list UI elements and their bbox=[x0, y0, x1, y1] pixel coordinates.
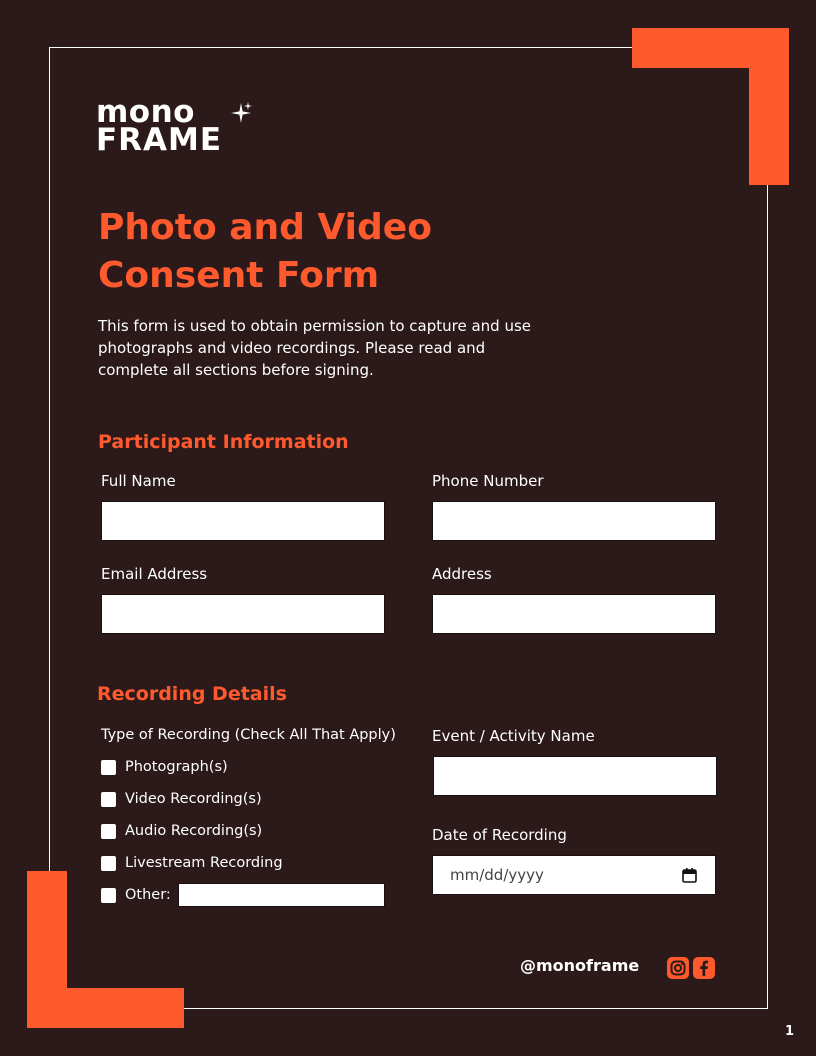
social-handle: @monoframe bbox=[520, 956, 640, 975]
checkbox[interactable] bbox=[101, 888, 116, 903]
logo-line-1: mono bbox=[96, 94, 195, 130]
checkbox[interactable] bbox=[101, 824, 116, 839]
option-photographs[interactable] bbox=[101, 758, 228, 776]
event-label: Event / Activity Name bbox=[432, 727, 595, 745]
phone-label: Phone Number bbox=[432, 472, 544, 490]
option-livestream[interactable] bbox=[101, 854, 283, 872]
title-line-2: Consent Form bbox=[98, 255, 380, 296]
participant-heading: Participant Information bbox=[98, 431, 349, 453]
corner-accent-bottom-left-horizontal bbox=[27, 988, 184, 1028]
recording-type-label: Type of Recording (Check All That Apply) bbox=[101, 727, 396, 743]
intro-text: This form is used to obtain permission to capture and use photographs and video recordings. Please read and complete all sections before signing. bbox=[98, 317, 532, 379]
date-placeholder: mm/dd/yyyy bbox=[450, 866, 544, 884]
date-input[interactable] bbox=[432, 855, 716, 895]
phone-field[interactable] bbox=[432, 501, 716, 541]
option-label: Livestream Recording bbox=[125, 855, 283, 871]
address-field[interactable] bbox=[432, 594, 716, 634]
corner-accent-top-right-vertical bbox=[749, 28, 789, 185]
option-label: Video Recording(s) bbox=[125, 791, 262, 807]
page-title bbox=[98, 204, 598, 300]
full-name-field[interactable] bbox=[101, 501, 385, 541]
option-audio[interactable] bbox=[101, 822, 262, 840]
recording-heading: Recording Details bbox=[97, 683, 287, 705]
logo bbox=[96, 94, 266, 158]
checkbox[interactable] bbox=[101, 760, 116, 775]
option-label: Photograph(s) bbox=[125, 759, 228, 775]
address-label: Address bbox=[432, 565, 492, 583]
option-label: Other: bbox=[125, 887, 171, 903]
checkbox[interactable] bbox=[101, 856, 116, 871]
event-field[interactable] bbox=[433, 756, 717, 796]
page-number: 1 bbox=[785, 1024, 795, 1039]
calendar-icon[interactable] bbox=[682, 868, 697, 883]
other-input[interactable] bbox=[178, 883, 385, 907]
email-field[interactable] bbox=[101, 594, 385, 634]
date-label: Date of Recording bbox=[432, 826, 567, 844]
checkbox[interactable] bbox=[101, 792, 116, 807]
full-name-label: Full Name bbox=[101, 472, 176, 490]
title-line-1: Photo and Video bbox=[98, 207, 432, 248]
option-other[interactable] bbox=[101, 886, 171, 904]
instagram-icon[interactable] bbox=[667, 957, 689, 979]
option-video[interactable] bbox=[101, 790, 262, 808]
facebook-icon[interactable] bbox=[693, 957, 715, 979]
logo-line-2: FRAME bbox=[96, 122, 223, 158]
sparkle-icon bbox=[230, 102, 252, 124]
email-label: Email Address bbox=[101, 565, 208, 583]
option-label: Audio Recording(s) bbox=[125, 823, 263, 839]
